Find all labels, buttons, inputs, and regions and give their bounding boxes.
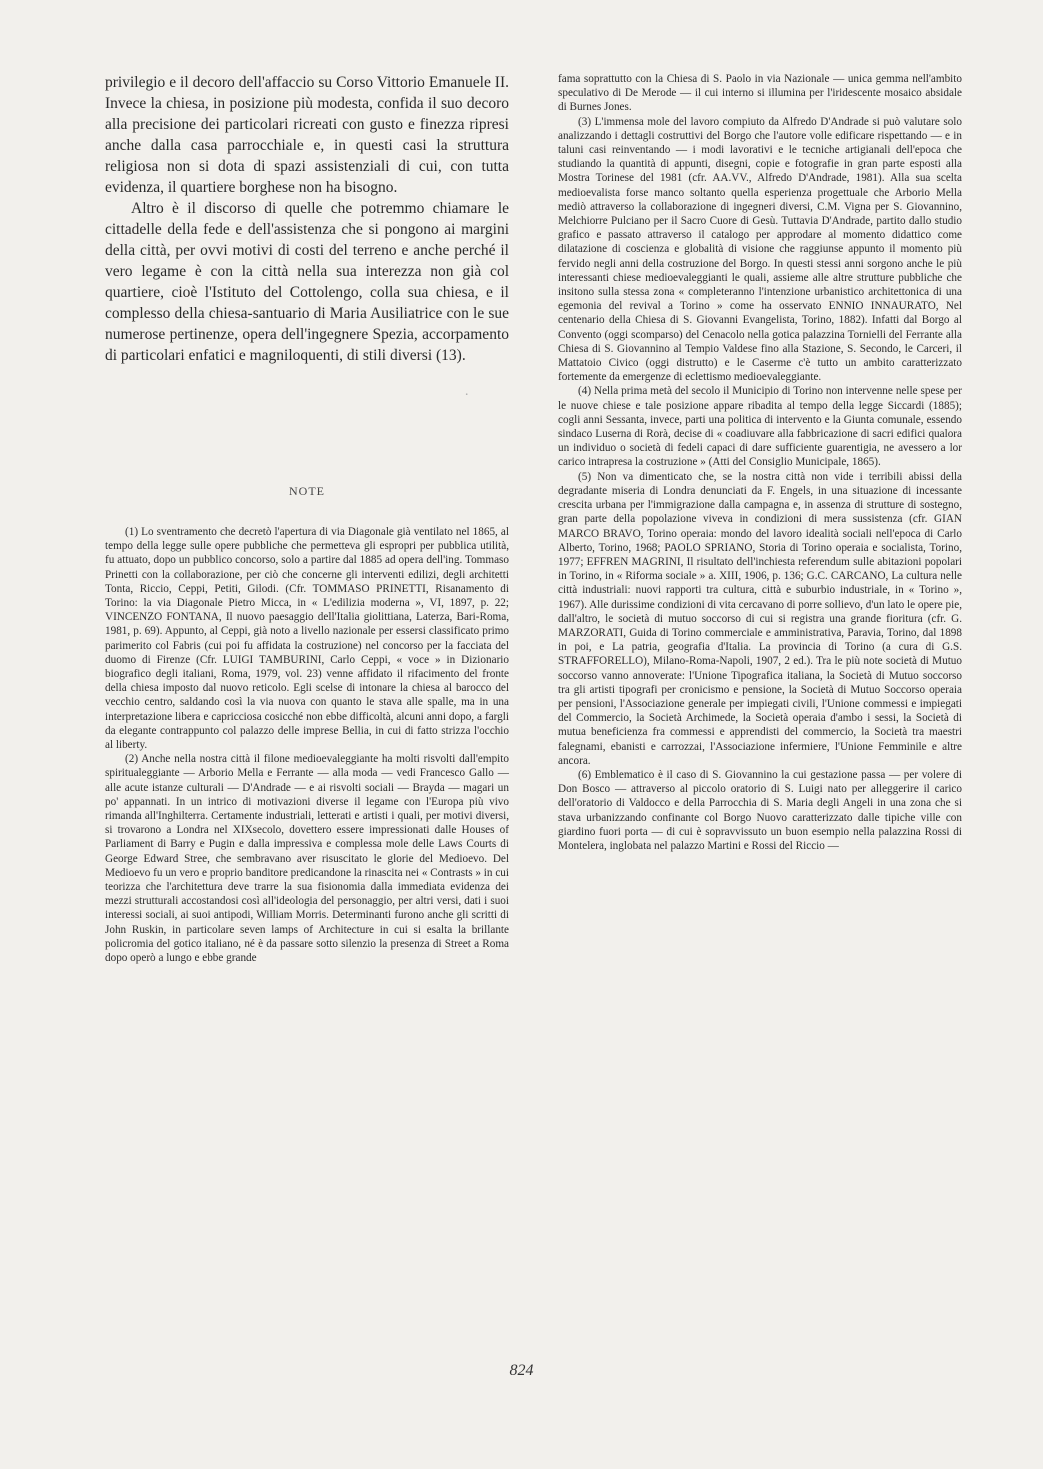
page-number: 824 [509,1362,534,1379]
decorative-dot: · [464,388,469,403]
notes-heading: NOTE [289,484,325,498]
body-paragraph: Altro è il discorso di quelle che potremmo chiamare le cittadelle della fede e dell'assistenza che si pongono ai margini della città, per ovvi motivi di costi del terreno e anche perché il vero legame è con la città nella sua interezza non già col quartiere, cioè l'Istituto del Cottolengo, colla sua chiesa, e il complesso della chiesa-santuario di Maria Ausiliatrice con le sue numerose pertinenze, opera dell'ingegnere Spezia, accorpamento di particolari enfatici e magniloquenti, di stili diversi (13). [105,200,509,364]
footnote-continuation: fama soprattutto con la Chiesa di S. Paolo in via Nazionale — unica gemma nell'ambito speculativo di De Merode — il cui interno si illumina per l'iridescente mosaico absidale di Burnes Jones. [558,73,962,114]
footnote: (5) Non va dimenticato che, se la nostra città non vide i terribili abissi della degradante miseria di Londra denunciati da F. Engels, in una situazione di incessante crescita urbana per l'immigrazione dalla campagna e, in assenza di strutture di sostegno, gran parte della popolazione viveva in condizioni di mera sussistenza (cfr. GIAN MARCO BRAVO, Torino operaia: mondo del lavoro idealità sociali nell'epoca di Carlo Alberto, Torino, 1968; PAOLO SPRIANO, Storia di Torino operaia e socialista, Torino, 1977; EFFREN MAGRINI, Il risultato dell'inchiesta referendum sulle abitazioni popolari in Torino, in « Riforma sociale » a. XIII, 1906, p. 136; G.C. CARCANO, La cultura nelle città industriali: nuovi rapporti tra cultura, città e suburbio industriale, in « Torino », 1967). Alle durissime condizioni di vita cercavano di porre sollievo, d'un lato le opere pie, dall'altro, le società di mutuo soccorso di cui si registra una grande fioritura (cfr. G. MARZORATI, Guida di Torino commerciale e amministrativa, Paravia, Torino, dal 1898 in poi, e La patria, geografia d'Italia. La provincia di Torino (a cura di G.S. STRAFFORELLO), Milano-Roma-Napoli, 1907, 2 ed.). Tra le più note società di Mutuo soccorso vanno annoverate: l'Unione Tipografica italiana, la Società di Mutuo soccorso tra gli artisti tipografi per cronicismo e pensione, la Società di Mutuo Soccorso operaia per pensioni, l'Associazione generale per impiegati civili, l'Unione commessi e impiegati del Commercio, la Società Archimede, la Società operaia d'ambo i sessi, la Società di mutua beneficienza fra commessi e apprendisti del commercio, la Società tra maestri falegnami, ebanisti e carrozzai, l'Associazione infermiere, l'Unione Femminile e altre ancora. [558,470,962,767]
footnote: (1) Lo sventramento che decretò l'apertura di via Diagonale già ventilato nel 1865, al tempo della legge sulle opere pubbliche che permetteva gli espropri per pubblica utilità, fu attuato, dopo un pubblico concorso, solo a partire dal 1885 ad opera dell'ing. Tommaso Prinetti con la collaborazione, per ciò che concerne gli interventi edilizi, degli architetti Tonta, Riccio, Ceppi, Petiti, Gilodi. (Cfr. TOMMASO PRINETTI, Risanamento di Torino: la via Diagonale Pietro Micca, in « L'edilizia moderna », VI, 1897, p. 22; VINCENZO FONTANA, Il nuovo paesaggio dell'Italia giolittiana, Laterza, Bari-Roma, 1981, p. 69). Appunto, al Ceppi, già noto a livello nazionale per essersi classificato primo parimerito col Fabris (cui poi fu affidata la costruzione) nel concorso per la facciata del duomo di Firenze (Cfr. LUIGI TAMBURINI, Carlo Ceppi, « voce » in Dizionario biografico degli italiani, Roma, 1979, vol. 23) venne affidato il rifacimento del fronte della chiesa imposto dal nuovo reticolo. Egli scelse di intonare la chiesa al barocco del vecchio centro, saldando così la via nuova con quanto le stava alle spalle, ma in una interpretazione libera e capricciosa cosicché non ebbe difficoltà, alcuni anni dopo, a fargli da elegante contrappunto col palazzo delle imprese Bellia, in cui di fatto strizza l'occhio al liberty. [105,526,509,752]
body-paragraph: privilegio e il decoro dell'affaccio su Corso Vittorio Emanuele II. Invece la chiesa, in posizione più modesta, confida il suo decoro alla precisione dei particolari ricreati con gusto e finezza ripresi anche dalla casa parrocchiale e, in questi casi la struttura religiosa non si dota di spazi assistenziali di cui, con tutta evidenza, il quartiere borghese non ha bisogno. [105,74,509,196]
footnote: (6) Emblematico è il caso di S. Giovannino la cui gestazione passa — per volere di Don Bosco — attraverso al piccolo oratorio di S. Luigi nato per alleggerire il carico dell'oratorio di Valdocco e della Parrocchia di S. Maria degli Angeli in una zona che si stava urbanizzando confinante col Borgo Nuovo caratterizzato dalle tipiche ville con giardino fuori porta — di cui è sopravvissuto un buon esempio nella palazzina Rossi di Montelera, inglobata nel palazzo Martini e Rossi del Riccio — [558,768,962,852]
footnote: (4) Nella prima metà del secolo il Municipio di Torino non intervenne nelle spese per le nuove chiese e tale posizione appare ribadita al tempo della legge Siccardi (1885); cogli anni Sessanta, invece, parti una politica di intervento e la Giunta comunale, essendo sindaco Luserna di Rorà, decise di « coadiuvare alla fabbricazione di sacri edifici qualora un individuo o società di fedeli capaci di dare sufficiente guarentigia, ne avessero a lor carico intrapresa la costruzione » (Atti del Consiglio Municipale, 1865). [558,385,962,469]
left-column [105,72,509,965]
footnote: (2) Anche nella nostra città il filone medioevaleggiante ha molti risvolti dall'empito spiritualeggiante — Arborio Mella e Ferrante — alla moda — vedi Francesco Gallo — alle acute istanze culturali — D'Andrade — e ai risvolti sociali — Brayda — magari un po' appannati. In un intrico di motivazioni diverse il legame con l'Europa più vivo rimanda all'Inghilterra. Certamente industriali, letterati e artisti i quali, per motivi diversi, si trovarono a Londra nel XIXsecolo, dovettero essere impressionati dalle Houses of Parliament di Barry e Pugin e dalla impressiva e complessa mole delle Laws Courts di George Edward Stree, che sembravano aver risuscitato le glorie del Medioevo. Del Medioevo fu un vero e proprio banditore predicandone la rinascita nei « Contrasts » in cui teorizza che l'architettura deve trarre la sua fisionomia dalla immediata evidenza dei mezzi strutturali accostandosi così all'ideologia del personaggio, per altri versi, dati i suoi interessi sociali, ai suoi antipodi, William Morris. Determinanti furono anche gli scritti di John Ruskin, in particolare seven lamps of Architecture in cui si esalta la brillante policromia del gotico italiano, né è da passare sotto silenzio la presenza di Street a Roma dopo operò a lungo e ebbe grande [105,753,509,965]
right-column [558,72,962,853]
footnote: (3) L'immensa mole del lavoro compiuto da Alfredo D'Andrade si può valutare solo analizzando i dettagli costruttivi del Borgo che l'autore volle edificare rispettando — e in taluni casi reinventando — i modi lavorativi e le tecniche artigianali dell'epoca che studiando la quantità di appunti, disegni, copie e fotografie in gran parte esposti alla Mostra Torinese del 1981 (cfr. AA.VV., Alfredo D'Andrade, 1981). Alla sua scelta medioevalista forse manco soltanto quella esperienza progettuale che Arborio Mella mediò attraverso la collaborazione di ingegneri diversi, C.M. Vigna per S. Giovannino, Melchiorre Pulciano per il Sacro Cuore di Gesù. Tuttavia D'Andrade, partito dallo studio grafico e passato attraverso il catalogo per approdare al momento didattico come dilatazione di coscienza e globalità di visione che raggiunse appunto il momento più fervido negli anni della costruzione del Borgo. In questi stessi anni sorgono anche le più interessanti chiese medioevaleggianti le quali, assieme alle altre strutture pubbliche che insitono sulla stessa zona « completeranno l'intenzione urbanistico architettonica di una egemonia del revival a Torino » come ha osservato ENNIO INNAURATO, Nel centenario della Chiesa di S. Giovanni Evangelista, Torino, 1882). Infatti dal Borgo al Convento (oggi scomparso) del Cenacolo nella gotica palazzina Tornielli del Ferrante alla Chiesa di S. Giovannino al Tempio Valdese fino alla Stazione, S. Secondo, le Carceri, il Mattatoio Civico (oggi distrutto) e le Caserme c'è tutto un ambito caratterizzato fortemente da emergenze di eclettismo medioevaleggiante. [558,115,962,384]
